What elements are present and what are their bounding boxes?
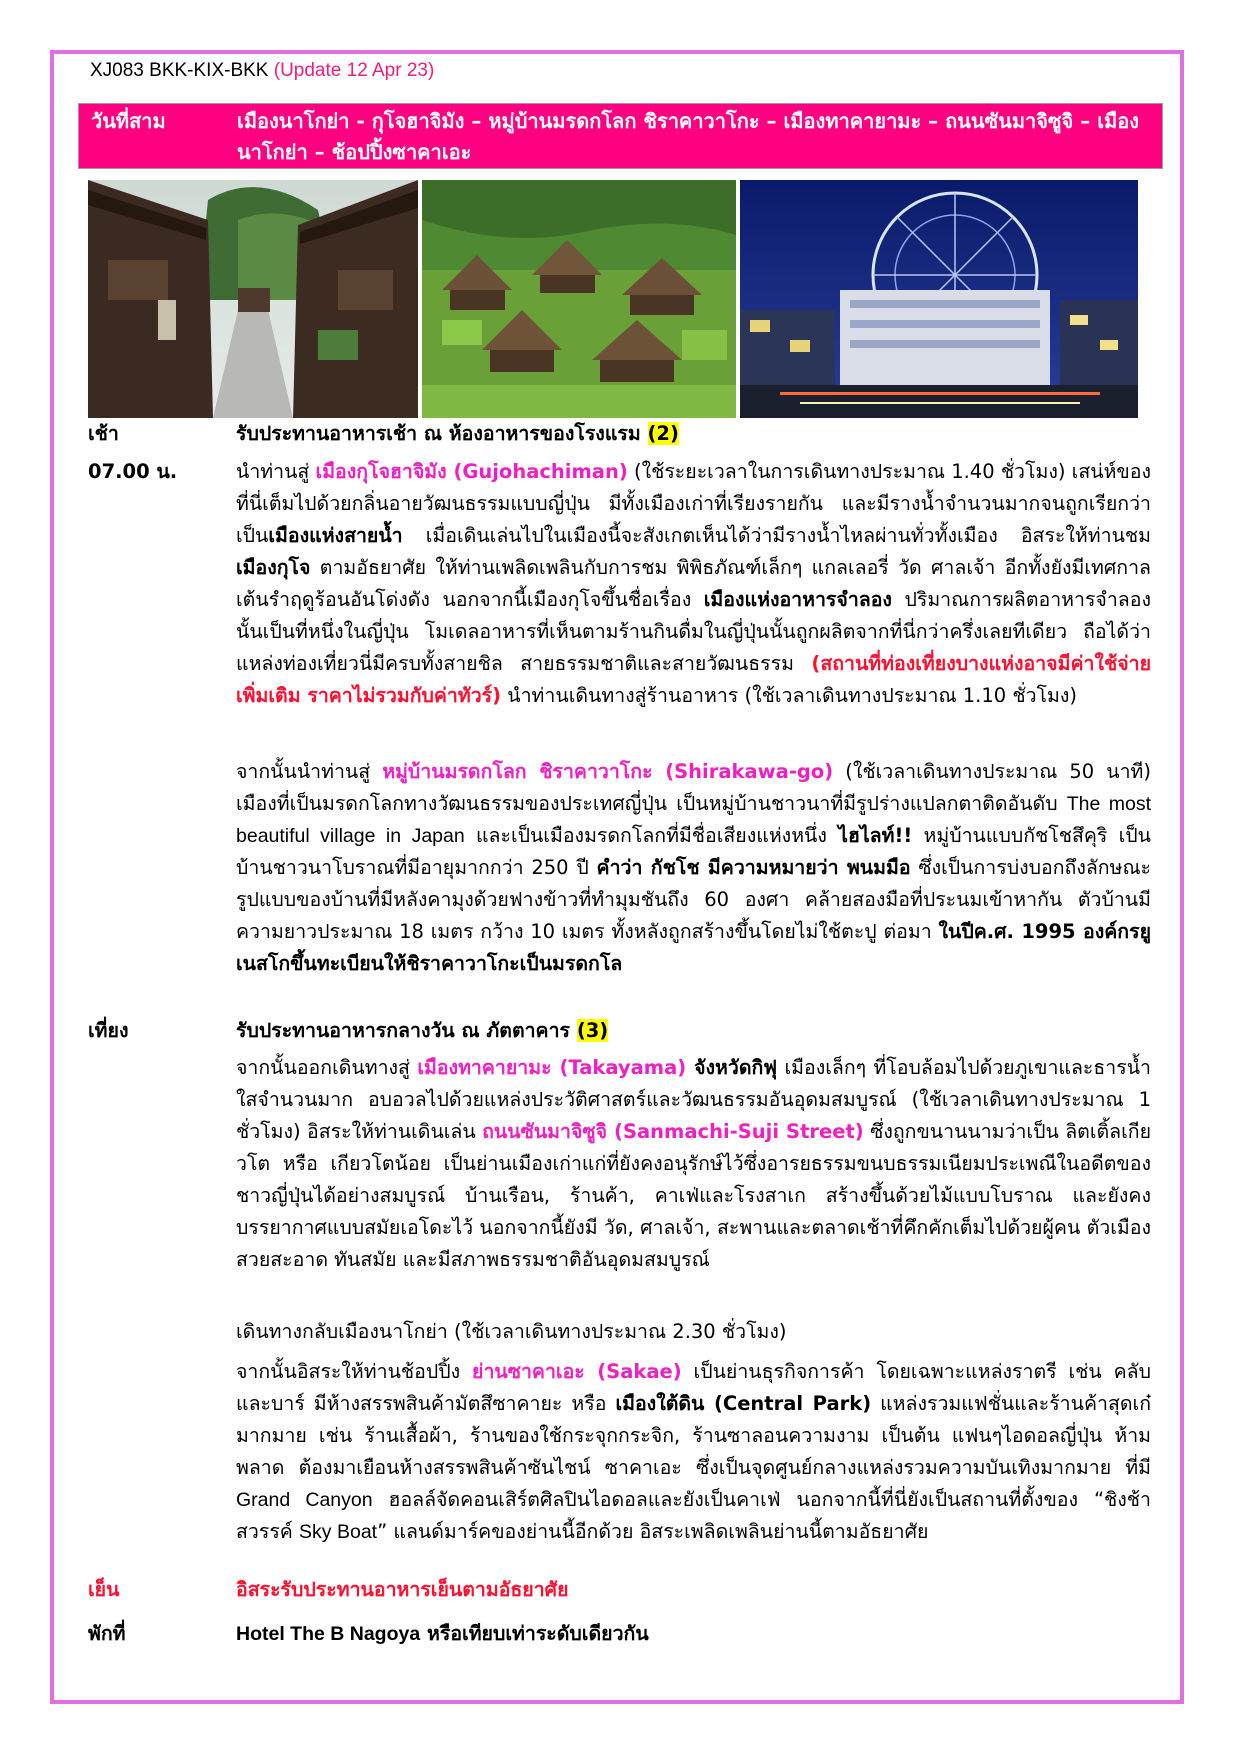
sakae-central-park: เมืองใต้ดิน (Central Park): [615, 1392, 872, 1415]
shirakawago-village-photo: [422, 180, 736, 418]
sanmachi-street-name: ถนนซันมาจิซูจิ (Sanmachi-Suji Street): [482, 1120, 864, 1143]
shirakawa-place-name: หมู่บ้านมรดกโลก ชิราคาวาโกะ (Shirakawa-go): [382, 760, 834, 783]
gujo-text-5: ปริมาณการผลิตอาหารจำลองนั้นเป็นที่หนึ่งในญี่ปุ่น โมเดลอาหารที่เห็นตามร้านกินดื่มในญี่ปุ่นนั้นถูกผลิตจากที่นี่กว่าครึ่งเลยทีเดียว ถือได้ว่าแหล่งท่องเที่ยวนี่มีครบทั้งสายชิล สายธรรมชาติและสายวัฒนธรรม: [236, 588, 1151, 675]
breakfast-time-label: เช้า: [88, 422, 119, 445]
sakae-text-5: ” แลนด์มาร์คของย่านนี้อีกด้วย อิสระเพลิดเพลินย่านนี้ตามอัธยาศัย: [377, 1520, 929, 1543]
sakae-text-2: เป็นย่านธุรกิจการค้า โดยเฉพาะแหล่งราตรี เช่น คลับและบาร์ มีห้างสรรพสินค้ามัตสึซาคายะ หรือ: [236, 1360, 1151, 1415]
takayama-paragraph: [236, 1052, 1151, 1276]
lunch-description: รับประทานอาหารกลางวัน ณ ภัตตาคาร: [236, 1019, 577, 1042]
gujo-text-3: เมื่อเดินเล่นไปในเมืองนี้จะสังเกตเห็นได้ว่ามีรางน้ำไหลผ่านทั่วทั้งเมือง อิสระให้ท่านชม: [402, 524, 1151, 547]
day-title: เมืองนาโกย่า - กุโจฮาจิมัง – หมู่บ้านมรดกโลก ชิราคาวาโกะ – เมืองทาคายามะ – ถนนซันมาจิซูจิ – เมืองนาโกย่า – ช้อปปิ้งซาคาเอะ: [237, 109, 1139, 164]
sakae-text-1: จากนั้นอิสระให้ท่านช้อปปิ้ง: [236, 1360, 473, 1383]
sakae-place-name: ย่านซาคาเอะ (Sakae): [472, 1360, 682, 1383]
lunch-meal-number: (3): [576, 1019, 609, 1042]
breakfast-text: [236, 418, 1151, 450]
takayama-text-1: จากนั้นออกเดินทางสู่: [236, 1056, 418, 1079]
lunch-time-label: เที่ยง: [88, 1019, 129, 1042]
hotel-info: [236, 1618, 1151, 1650]
return-text: เดินทางกลับเมืองนาโกย่า (ใช้เวลาเดินทางประมาณ 2.30 ชั่วโมง): [236, 1320, 787, 1343]
dinner-text: อิสระรับประทานอาหารเย็นตามอัธยาศัย: [236, 1578, 569, 1601]
shirakawa-english-phrase: The most beautiful village in Japan: [236, 793, 1151, 847]
shirakawa-text-2: (ใช้เวลาเดินทางประมาณ 50 นาที) เมืองที่เป็นมรดกโลกทางวัฒนธรรมของประเทศญี่ปุ่น เป็นหมู่บ้านชาวนาที่มีรูปร่างแปลกตาติดอันดับ: [236, 760, 1151, 815]
sakae-ferris-wheel-photo: [740, 180, 1138, 418]
shirakawa-highlight-1: ไฮไลท์!!: [838, 824, 913, 847]
shirakawa-text-1: จากนั้นนำท่านสู่: [236, 760, 383, 783]
gujo-text-6: นำท่านเดินทางสู่ร้านอาหาร (ใช้เวลาเดินทางประมาณ 1.10 ชั่วโมง): [501, 684, 1078, 707]
gujo-text-2: (ใช้ระยะเวลาในการเดินทางประมาณ 1.40 ชั่วโมง) เสน่ห์ของที่นี่เต็มไปด้วยกลิ่นอายวัฒนธรรมแบบญี่ปุ่น มีทั้งเมืองเก่าที่เรียงรายกัน และมีรางน้ำจำนวนมากจนถูกเรียกว่าเป็น: [236, 460, 1151, 547]
grand-canyon-name: Grand Canyon: [236, 1489, 373, 1511]
dinner-time-label: เย็น: [88, 1578, 120, 1601]
breakfast-description: รับประทานอาหารเช้า ณ ห้องอาหารของโรงแรม: [236, 422, 648, 445]
gujo-text-4: ตามอัธยาศัย ให้ท่านเพลิดเพลินกับการชม พิพิธภัณฑ์เล็กๆ แกลเลอรี่ วัด ศาลเจ้า อีกทั้งยังมีเทศกาลเต้นรำฤดูร้อนอันโด่งดัง นอกจากนี้เมืองกุโจขึ้นชื่อเรื่อง: [236, 556, 1151, 611]
tour-code-header: [90, 60, 434, 82]
sakae-paragraph: [236, 1356, 1151, 1548]
gujo-text-1: นำท่านสู่: [236, 460, 316, 483]
hotel-equivalent-note: หรือเทียบเท่าระดับเดียวกัน: [420, 1622, 649, 1645]
old-street-photo: [88, 180, 418, 418]
tour-code: XJ083 BKK-KIX-BKK: [90, 60, 269, 81]
shirakawa-highlight-3: ในปีค.ศ. 1995 องค์กรยูเนสโกขึ้นทะเบียนให้ชิราคาวาโกะเป็นมรดกโล: [236, 920, 1151, 975]
sky-boat-name: Sky Boat: [299, 1521, 378, 1543]
lunch-text: [236, 1015, 1151, 1047]
gujo-paragraph: [236, 456, 1151, 712]
gujo-highlight-3: เมืองแห่งอาหารจำลอง: [703, 588, 892, 611]
takayama-prefecture: จังหวัดกิฟุ: [686, 1056, 778, 1079]
takayama-place-name: เมืองทาคายามะ (Takayama): [417, 1056, 687, 1079]
shirakawa-paragraph: [236, 756, 1151, 980]
shirakawa-highlight-2: คำว่า กัชโช มีความหมายว่า พนมมือ: [596, 856, 911, 879]
hotel-name: Hotel The B Nagoya: [236, 1623, 421, 1645]
photo-strip: [88, 180, 1138, 418]
shirakawa-text-5: ซึ่งเป็นการบ่งบอกถึงลักษณะ รูปแบบของบ้านที่มีหลังคามุงด้วยฟางข้าวที่ทำมุมชันถึง 60 องศา คล้ายสองมือที่ประนมเข้าหากัน ตัวบ้านมีความยาวประมาณ 18 เมตร กว้าง 10 เมตร ทั้งหลังถูกสร้างขึ้นโดยไม่ใช้ตะปู ต่อมา: [236, 856, 1152, 943]
gujo-time-label: 07.00 น.: [88, 460, 178, 483]
breakfast-meal-number: (2): [647, 422, 679, 445]
gujo-place-name: เมืองกุโจฮาจิมัง (Gujohachiman): [315, 460, 628, 483]
update-note: (Update 12 Apr 23): [273, 60, 435, 81]
shirakawa-text-3: และเป็นเมืองมรดกโลกที่มีชื่อเสียงแห่งหนึ่ง: [464, 824, 839, 847]
gujo-fee-note: (สถานที่ท่องเที่ยงบางแห่งอาจมีค่าใช้จ่ายเพิ่มเติม ราคาไม่รวมกับค่าทัวร์): [236, 652, 1151, 707]
sakae-text-3: แหล่งรวมแฟชั่นและร้านค้าสุดเก๋มากมาย เช่น ร้านเสื้อผ้า, ร้านของใช้กระจุกกระจิก, ร้านซาลอนความงาม เป็นต้น แฟนๆไอดอลญี่ปุ่น ห้ามพลาด ต้องมาเยือนห้างสรรพสินค้าซันไชน์ ซาคาเอะ ซึ่งเป็นจุดศูนย์กลางแหล่งรวมความบันเทิงมากมาย ที่มี: [236, 1392, 1151, 1479]
gujo-highlight-2: เมืองกุโจ: [236, 556, 311, 579]
shirakawa-text-4: หมู่บ้านแบบกัชโชสึคุริ เป็นบ้านชาวนาโบราณที่มีอายุมากกว่า 250 ปี: [236, 824, 1151, 879]
hotel-label: พักที่: [88, 1622, 126, 1645]
takayama-text-3: ซึ่งถูกขนานนามว่าเป็น ลิตเติ้ลเกียวโต หรือ เกียวโตน้อย เป็นย่านเมืองเก่าแก่ที่ยังคงอนุรักษ์ไว้ซึ่งอารยธรรมขนบธรรมเนียมประเพณีในอดีตของชาวญี่ปุ่นได้อย่างสมบูรณ์ บ้านเรือน, ร้านค้า, คาเฟ่และโรงสาเก สร้างขึ้นด้วยไม้แบบโบราณ และยังคงบรรยากาศแบบสมัยเอโดะไว้ นอกจากนี้ยังมี วัด, ศาลเจ้า, สะพานและตลาดเช้าที่คึกคักเต็มไปด้วยผู้คน ตัวเมืองสวยสะอาด ทันสมัย และมีสภาพธรรมชาติอันอุดมสมบูรณ์: [236, 1120, 1151, 1271]
day-label: วันที่สาม: [91, 109, 166, 133]
gujo-highlight-1: เมืองแห่งสายน้ำ: [268, 524, 403, 547]
day-header-band: [78, 103, 1163, 169]
sakae-text-4: ฮอลล์จัดคอนเสิร์ตศิลปินไอดอลและยังเป็นคาเฟ่ นอกจากนี้ที่นี่ยังเป็นสถานที่ตั้งของ “ชิงช้าสวรรค์: [236, 1488, 1151, 1543]
takayama-text-2: เมืองเล็กๆ ที่โอบล้อมไปด้วยภูเขาและธารน้ำใสจำนวนมาก อบอวลไปด้วยแหล่งประวัติศาสตร์และวัฒนธรรมอันอุดมสมบูรณ์ (ใช้เวลาเดินทางประมาณ 1 ชั่วโมง) อิสระให้ท่านเดินเล่น: [236, 1056, 1152, 1143]
